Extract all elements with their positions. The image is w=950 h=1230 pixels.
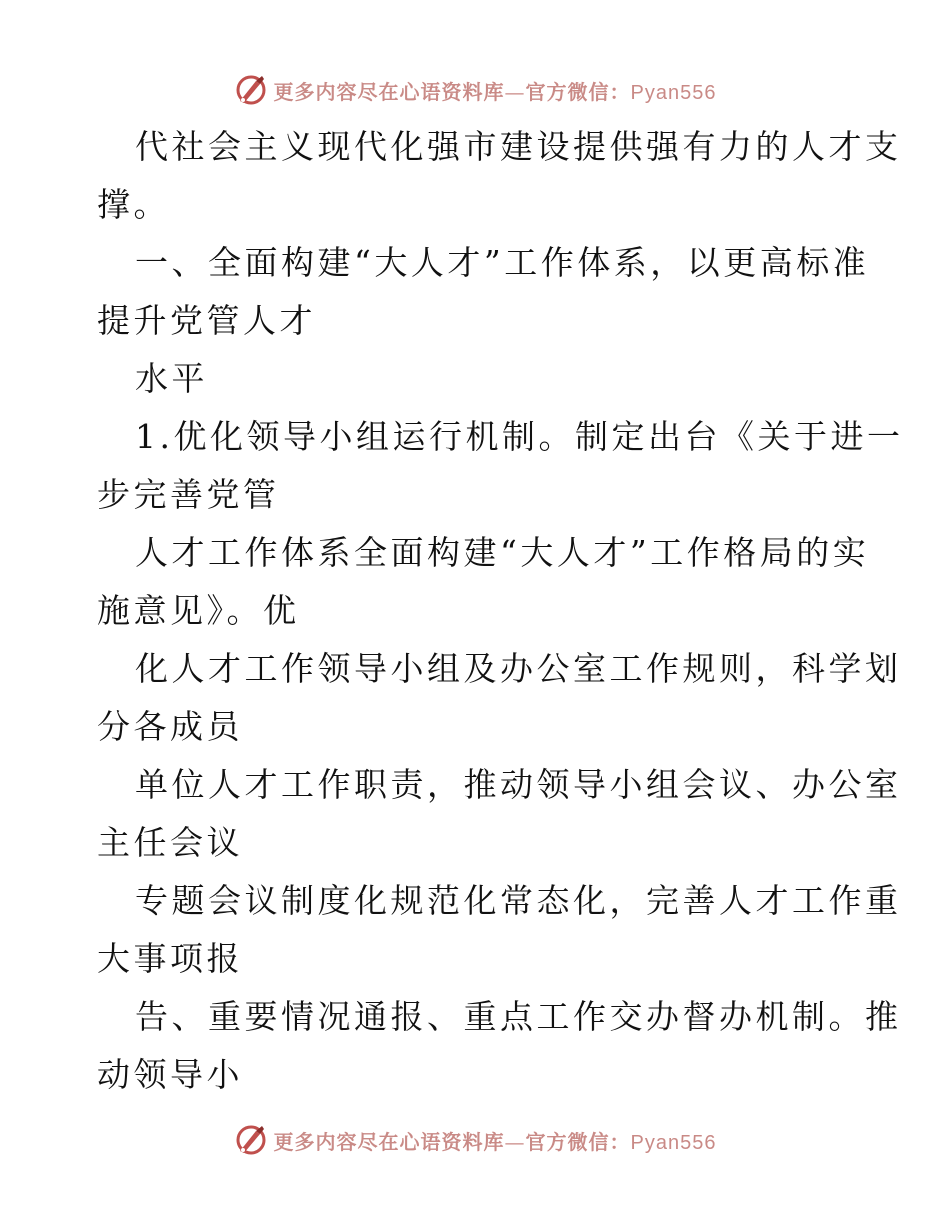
section-heading: 一、全面构建“大人才”工作体系，以更高标准 (135, 243, 870, 282)
text-line: 告、重要情况通报、重点工作交办督办机制。推 (135, 997, 902, 1036)
watermark-wechat-label: 官方微信： (525, 79, 631, 104)
text-line: 化人才工作领导小组及办公室工作规则，科学划 (135, 649, 902, 688)
header-watermark (0, 70, 950, 110)
text-line: 施意见》。优 (97, 591, 300, 630)
watermark-brand: 更多内容尽在心语资料库 (273, 79, 505, 104)
text-line: 单位人才工作职责，推动领导小组会议、办公室 (135, 765, 902, 804)
text-line: 人才工作体系全面构建“大人才”工作格局的实 (135, 533, 870, 572)
watermark-text (274, 1126, 717, 1155)
section-heading-continued: 提升党管人才 (97, 301, 316, 340)
text-line: 大事项报 (97, 939, 243, 978)
watermark-separator: — (504, 1129, 526, 1154)
text-line: 撑。 (97, 185, 170, 224)
text-line: 动领导小 (97, 1055, 243, 1094)
text-line: 主任会议 (97, 823, 243, 862)
text-line: 分各成员 (97, 707, 243, 746)
watermark-wechat-id: Pyan556 (630, 81, 717, 104)
quill-pen-logo-icon (234, 73, 268, 107)
text-line: 专题会议制度化规范化常态化，完善人才工作重 (135, 881, 902, 920)
watermark-text (274, 76, 717, 105)
watermark-separator: — (504, 79, 526, 104)
watermark-brand: 更多内容尽在心语资料库 (273, 1129, 505, 1154)
text-line: 代社会主义现代化强市建设提供强有力的人才支 (135, 127, 902, 166)
watermark-wechat-label: 官方微信： (525, 1129, 631, 1154)
quill-pen-logo-icon (234, 1123, 268, 1157)
text-line: 1.优化领导小组运行机制。制定出台《关于进一 (135, 417, 904, 456)
text-line: 步完善党管 (97, 475, 280, 514)
footer-watermark (0, 1120, 950, 1160)
watermark-wechat-id: Pyan556 (630, 1131, 717, 1154)
document-body (97, 118, 904, 1104)
section-heading-continued: 水平 (135, 359, 208, 398)
